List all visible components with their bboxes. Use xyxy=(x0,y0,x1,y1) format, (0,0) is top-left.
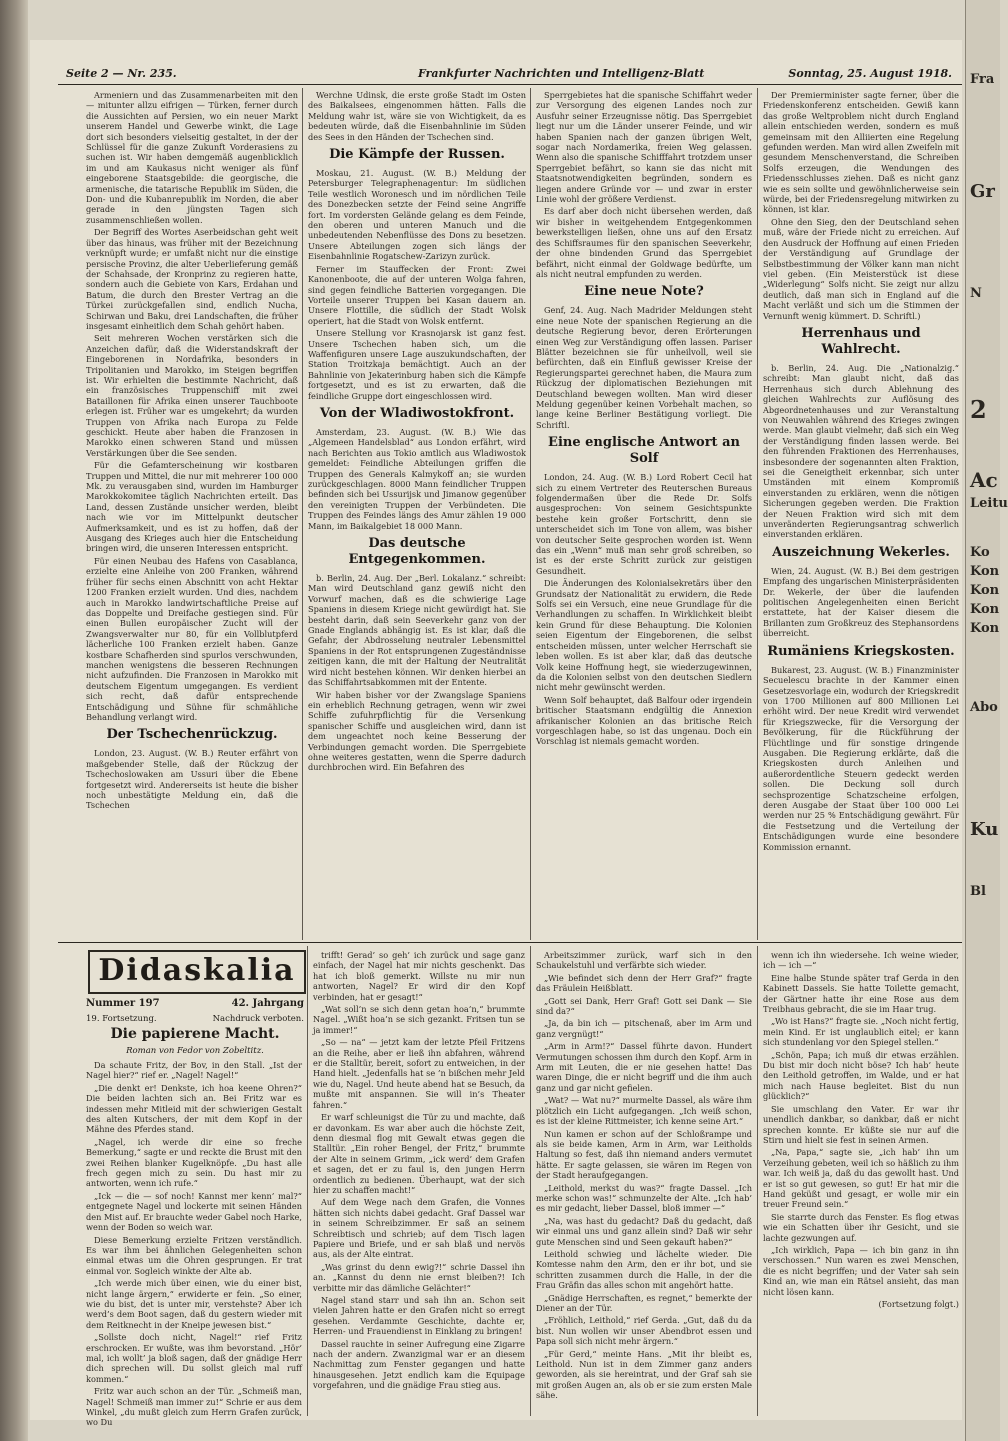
novel-paragraph: „Wie befindet sich denn der Herr Graf?“ fragte das Fräulein Heißblatt. xyxy=(536,972,752,994)
novel-paragraph: Sie umschlang den Vater. Er war ihr unendlich dankbar, so dankbar, daß er nicht sprechen konnte. Er küßte sie nur auf die Stirn und hielt sie fest in seinen Armen. xyxy=(763,1103,959,1145)
section-heading: Eine englische Antwort an Solf xyxy=(548,435,740,467)
article-paragraph: London, 24. Aug. (W. B.) Lord Robert Cecil hat sich zu einem Vertreter des Reuterschen Bureaus folgendermaßen über die Rede Dr. Solfs ausgesprochen: Von seinem Gesichtspunkte bestehe kein großer Fortschritt, denn sie unterscheidet sich im Tone von allem, was bisher von deutscher Seite gesprochen worden ist. Wenn das ein „Wenn“ muß man sehr groß schreiben, so ist es der erste Schritt zurück zur geistigen Gesundheit. xyxy=(536,472,752,576)
novel-paragraph: Dassel rauchte in seiner Aufregung eine Zigarre nach der andern. Zwanzigmal war er an diesem Nachmittag zum Fenster gegangen und hatte hinausgesehen. Jetzt endlich kam die Equipage vorgefahren, und die gnädige Frau stieg aus. xyxy=(313,1338,525,1391)
edge-letter: Abo xyxy=(970,700,998,715)
feuilleton-masthead xyxy=(88,950,306,994)
edge-letter: Fra xyxy=(970,72,995,87)
article-column-2 xyxy=(308,90,526,938)
issue-number: Nummer 197 xyxy=(86,998,160,1009)
novel-column-3 xyxy=(536,950,752,1416)
novel-paragraph: Leithold schwieg und lächelte wieder. Die Komtesse nahm den Arm, den er ihr bot, und sie schritten zusammen durch die Halle, in der die Frau Gräfin das alles schon mit angehört hatte. xyxy=(536,1248,752,1291)
novel-paragraph: „Arm in Arm!?“ Dassel führte davon. Hundert Vermutungen schossen ihm durch den Kopf. Arm in Arm mit Leuten, die er nie gesehen hatte! Das waren Dinge, die er nicht begriff und die ihm auch ganz und gar nicht gefielen. xyxy=(536,1041,752,1093)
article-paragraph: Wenn Solf behauptet, daß Balfour oder irgendein britischer Staatsmann endgültig die Annexion afrikanischer Kolonien an das britische Reich vorgeschlagen habe, so ist das ungenau. Doch ein Vorschlag ist niemals gemacht worden. xyxy=(536,694,752,747)
novel-column-1 xyxy=(86,1060,302,1428)
page-number: Seite 2 — Nr. 235. xyxy=(66,67,177,80)
article-column-4 xyxy=(763,90,959,938)
adjacent-page-letters xyxy=(966,0,1008,901)
novel-paragraph: „Fröhlich, Leithold,“ rief Gerda. „Gut, daß du da bist. Nun wollen wir unser Abendbrot essen und Papa soll sich nicht mehr ärgern.“ xyxy=(536,1315,752,1347)
reprint-notice: Nachdruck verboten. xyxy=(212,1014,304,1024)
section-heading: Das deutsche Entgegenkommen. xyxy=(348,536,486,568)
edge-letter: Kon xyxy=(970,583,1000,598)
article-paragraph: Moskau, 21. August. (W. B.) Meldung der Petersburger Telegraphenagentur: Im südlichen Teile westlich Woronesch und im nördlichen Teile des Donezbecken setzte der Feind seine Angriffe fort. Im vordersten Gelände gelang es dem Feinde, den oberen und unteren Manuch und die unbedeutenden Nebenflüsse des Dons zu besetzen. Unsere Abteilungen zogen sich längs der Eisenbahnlinie Rogatschew-Zarizyn zurück. xyxy=(308,168,526,262)
novel-paragraph: „Für Gerd,“ meinte Hans. „Mit ihr bleibt es, Leithold. Nun ist in dem Zimmer ganz anders geworden, als sie hereintrat, und der Graf sah sie mit großen Augen an, als ob er sie zum ersten Male sähe. xyxy=(536,1348,752,1401)
novel-paragraph: „Sollste doch nicht, Nagel!“ rief Fritz erschrocken. Er wußte, was ihm bevorstand. „Hör’ mal, ich wollt’ ja bloß sagen, daß der gnädige Herr dich sprechen will. Du sollst gleich mal ruff kommen.“ xyxy=(86,1332,302,1384)
novel-paragraph: „Nagel, ich werde dir eine so freche Bemerkung,“ sagte er und reckte die Brust mit den zwei Reihen blanker Kugelknöpfe. „Du hast alle frech gegen mich zu sein. Du hast mir zu antworten, wenn ich rufe.“ xyxy=(86,1136,302,1189)
column-rule xyxy=(307,946,308,1416)
article-paragraph: Unsere Stellung vor Krasnojarsk ist ganz fest. Unsere Tschechen haben sich, um die Waffenfiguren unsere Lage auszukundschaften, der Station Troitzkaja bemächtigt. Auch an der Bahnlinie von Jekaterinburg haben sich die Kämpfe fortgesetzt, und es ist zu erwarten, daß die feindliche Gruppe dort eingeschlossen wird. xyxy=(308,328,526,401)
novel-paragraph: Nun kamen er schon auf der Schloßrampe und als sie beide kamen, Arm in Arm, war Leitholds Haltung so fest, daß ihn niemand anders vermutet hätte. Er sagte gelassen, sie wären im Regen von der Stadt heraufgegangen. xyxy=(536,1128,752,1181)
novel-paragraph: Fritz war auch schon an der Tür. „Schmeiß man, Nagel! Schmeiß man immer zu!“ Schrie er aus dem Winkel, „du mußt gleich zum Herrn Grafen zurück, wo Du xyxy=(86,1386,302,1428)
novel-paragraph: „Ja, da bin ich — pitschenaß, aber im Arm und ganz vergnügt!“ xyxy=(536,1018,752,1039)
article-paragraph: Seit mehreren Wochen verstärken sich die Anzeichen dafür, daß die Widerstandskraft der Eingeborenen in Nordafrika, besonders in Tripolitanien und Marokko, im Steigen begriffen ist. Wir erhielten die bestimmte Nachricht, daß ein französisches Truppenschiff mit zwei Bataillonen für Afrika einen unserer Tauchboote erlegen ist. Früher war es umgekehrt; da wurden Truppen von Afrika nach Europa zu Felde geschickt. Heute aber haben die Franzosen in Marokko einen schweren Stand und müssen Verstärkungen über die See senden. xyxy=(86,333,298,458)
continuation-note: (Fortsetzung folgt.) xyxy=(878,1299,959,1309)
novel-paragraph: „Wo ist Hans?“ fragte sie. „Noch nicht fertig, mein Kind. Er ist unglaublich eitel; er kann sich stundenlang vor den Spiegel stellen.“ xyxy=(763,1016,959,1048)
article-paragraph: Der Begriff des Wortes Aserbeidschan geht weit über das hinaus, was früher mit der Bezeichnung verknüpft wurde; er umfaßt nicht nur die einstige persische Provinz, die alter Ueberlieferung gemäß der Schahsade, der Kronprinz zu regieren hatte, sondern auch die Gebiete von Kars, Erdahan und Batum, die durch den Brester Vertrag an die Türkei zurückgefallen sind, endlich Nucha, Schirwan und Baku, drei Landschaften, die früher insgesamt einheitlich dem Schah gehört haben. xyxy=(86,227,298,331)
adjacent-page-edge xyxy=(965,0,1008,1441)
section-heading: Rumäniens Kriegskosten. xyxy=(767,643,955,659)
article-paragraph: Werchne Udinsk, die erste große Stadt im Osten des Baikalsees, eingenommen hätten. Falls die Meldung wahr ist, wäre sie von Wichtigkeit, da es bedeuten würde, daß die Eisenbahnlinie im Süden des Sees in den Händen der Tschechen sind. xyxy=(308,90,526,142)
novel-paragraph: „Na, Papa,“ sagte sie, „ich hab’ ihn um Verzeihung gebeten, weil ich so häßlich zu ihm war. Ich weiß ja, daß du das gewollt hast. Und er ist so gut gewesen, so gut! Er hat mir die Hand geküßt und gesagt, er wolle mir ein treuer Freund sein.“ xyxy=(763,1147,959,1210)
edge-letter: Kon xyxy=(970,564,1000,579)
volume-number: 42. Jahrgang xyxy=(231,998,304,1009)
article-paragraph: London, 23. August. (W. B.) Reuter erfährt von maßgebender Stelle, daß der Rückzug der Tschechoslowaken am Ussuri über die Ebene fortgesetzt wird. Andererseits ist heute die bisher noch unbestätigte Meldung ein, daß die Tschechen xyxy=(86,748,298,811)
novel-paragraph: Da schaute Fritz, der Bov, in den Stall. „Ist der Nagel hier?“ rief er. „Nagel! Nagel!“ xyxy=(86,1060,302,1081)
issue-date: Sonntag, 25. August 1918. xyxy=(788,67,952,80)
edge-letter: Ac xyxy=(970,468,998,492)
article-paragraph: Es darf aber doch nicht übersehen werden, daß wir bisher in weitgehendem Entgegenkommen bewerkstelligen ließen, ohne uns auf den Ersatz des Schiffsraumes für den spanischen Seeverkehr, der ohne bindenden Grund das Sperrgebiet befährt, nicht einmal der Goldwage bedürfte, um als nicht neutral empfunden zu werden. xyxy=(536,206,752,279)
section-heading: Eine neue Note? xyxy=(584,284,704,300)
novel-paragraph: „Leithold, merkst du was?“ fragte Dassel. „Ich merke schon was!“ schmunzelte der Alte. „Ich hab’ es mir gedacht, lieber Dassel, bloß immer —“ xyxy=(536,1182,752,1214)
novel-paragraph: Sie starrte durch das Fenster. Es flog etwas wie ein Schatten über ihr Gesicht, und sie lachte gezwungen auf. xyxy=(763,1211,959,1243)
novel-author: Roman von Fedor von Zobeltitz. xyxy=(126,1046,264,1056)
novel-paragraph: wenn ich ihn wiedersehe. Ich weine wieder, ich — ich —“ xyxy=(763,950,959,971)
article-paragraph: Für die Gefamterscheinung wir kostbaren Truppen und Mittel, die nur mit mehrerer 100 000 Mk. zu verausgaben sind, wurden im Hamburger Marokkokomitee täglich Nachrichten erteilt. Das Land, dessen Zustände unsicher werden, bleibt nach wie vor im Mittelpunkt deutscher Aufmerksamkeit, und es ist zu hoffen, daß der Ausgang des Krieges auch hier die Entscheidung bringen wird, die unseren Interessen entspricht. xyxy=(86,460,298,554)
novel-paragraph: trifft! Gerad’ so geh’ ich zurück und sage ganz einfach, der Nagel hat mir nichts geschenkt. Das hat ich bloß gemerkt. Willste nu mir nun antworten, Nagel? Er wird dir den Kopf verbinden, hat er gesagt!“ xyxy=(313,950,525,1002)
edge-letter: Gr xyxy=(970,181,995,202)
article-paragraph: b. Berlin, 24. Aug. Die „Nationalzig.“ schreibt: Man glaubt nicht, daß das Herrenhaus sich durch Ablehnung des gleichen Wahlrechts zur Auflösung des Abgeordnetenhauses und zur Veranstaltung von Neuwahlen während des Krieges zwingen werde. Man glaubt vielmehr, daß sich ein Weg der Verständigung finden lassen werde. Bei den führenden Fraktionen des Herrenhauses, insbesondere der sogenannten alten Fraktion, sei die Geneigtheit erkennbar, sich unter Umständen mit einem Kompromiß einverstanden zu erklären, wenn die nötigen Sicherungen gegeben werden. Die Fraktion der Neuen Fraktion wird sich mit dem unveränderten Regierungsantrag schwerlich einverstanden erklären. xyxy=(763,362,959,540)
article-paragraph: Bukarest, 23. August. (W. B.) Finanzminister Secuelescu brachte in der Kammer einen Gesetzesvorlage ein, wodurch der Kriegskredit von 1700 Millionen auf 800 Millionen Lei erhöht wird. Der neue Kredit wird verwendet für Kriegszwecke, für die Versorgung der Bevölkerung, für die Rückführung der Flüchtlinge und für sonstige dringende Ausgaben. Die Regierung erklärte, daß die Kriegskosten durch Anleihen und außerordentliche Steuern gedeckt werden sollen. Die Deckung soll durch sechsprozentige Schatzscheine erfolgen, deren Ausgabe der Staat über 100 000 Lei werden nur 25 % Entschädigung gewährt. Für die Festsetzung und die Verteilung der Entschädigungen wurde eine besondere Kommission ernannt. xyxy=(763,664,959,852)
edge-letter: 2 xyxy=(970,395,987,424)
edge-letter: Bl xyxy=(970,884,986,899)
novel-paragraph: Nagel stand starr und sah ihn an. Schon seit vielen Jahren hatte er den Grafen nicht so erregt gesehen. Verdammte Geschichte, dachte er, Herren- und Frauendienst in Einklang zu bringen! xyxy=(313,1295,525,1337)
novel-paragraph: „Na, was hast du gedacht? Daß du gedacht, daß wir einmal uns und ganz allein sind? Daß wir sehr gute Menschen sind und Seen gekauft haben?“ xyxy=(536,1215,752,1247)
column-rule xyxy=(530,946,531,1416)
article-column-3 xyxy=(536,90,752,938)
running-head xyxy=(58,66,962,85)
edge-letter: Leitu xyxy=(970,496,1008,511)
novel-paragraph: „Schön, Papa; ich muß dir etwas erzählen. Du bist mir doch nicht böse? Ich hab’ heute den Leithold getroffen, im Walde, und er hat mich nach Hause begleitet. Bist du nun glücklich?“ xyxy=(763,1049,959,1102)
article-paragraph: Für einen Neubau des Hafens von Casablanca, erzielte eine Anleihe von 200 Franken, während früher für sechs einen Abschnitt von acht Hektar 1200 Franken erzielt wurden. Und dies, nachdem auch in Marokko landwirtschaftliche Preise auf das Doppelte und Dreifache gestiegen sind. Für einen Bullen europäischer Zucht will der Zwangsverwalter nur 80, für ein Vollblutpferd lächerliche 100 Franken erzielt haben. Ganze kostbare Schafherden sind spurlos verschwunden, manchen wenigstens die besseren Rechnungen nicht aufzufinden. Die Franzosen in Marokko mit deutschem Eigentum umgegangen. Es verdient sich recht, daß dafür entsprechende Entschädigung und Sühne für schmähliche Behandlung verlangt wird. xyxy=(86,555,298,722)
section-heading: Die Kämpfe der Russen. xyxy=(329,147,505,163)
section-heading: Von der Wladiwostokfront. xyxy=(319,405,515,421)
novel-column-2 xyxy=(313,950,525,1416)
section-heading: Auszeichnung Wekerles. xyxy=(772,544,950,560)
column-rule xyxy=(757,88,758,940)
edge-letter: Ko xyxy=(970,545,990,560)
section-heading: Der Tschechenrückzug. xyxy=(106,727,278,743)
novel-paragraph: Auf dem Wege nach dem Grafen, die Vonnes hätten sich nichts dabei gedacht. Graf Dassel war in seinem Schreibzimmer. Er saß an seinem Schreibtisch und schrieb; auf dem Tisch lagen Papiere und Briefe, und er sah blaß und nervös aus, als der Alte eintrat. xyxy=(313,1197,525,1260)
novel-title: Die papierene Macht. xyxy=(110,1026,280,1042)
novel-paragraph: Arbeitszimmer zurück, warf sich in den Schaukelstuhl und verfärbte sich wieder. xyxy=(536,950,752,971)
installment-number: 19. Fortsetzung. xyxy=(86,1014,157,1024)
novel-paragraph: „Gott sei Dank, Herr Graf! Gott sei Dank — Sie sind da?“ xyxy=(536,995,752,1017)
article-paragraph: Sperrgebietes hat die spanische Schiffahrt weder zur Versorgung des eigenen Landes noch zur Ausfuhr seiner Erzeugnisse nötig. Das Sperrgebiet liegt nur um die Länder unserer Feinde, und wir haben Spanien nach der ganzen übrigen Welt, sogar nach Nordamerika, freien Weg gelassen. Wenn also die spanische Schifffahrt trotzdem unser Sperrgebiet befährt, so kann sie das nicht mit Staatsnotwendigkeiten begründen, sondern es liegen andere Gründe vor — und zwar in erster Linie wohl der größere Verdienst. xyxy=(536,90,752,205)
novel-paragraph: „Was grinst du denn ewig?!“ schrie Dassel ihn an. „Kannst du denn nie ernst bleiben?! Ich verbitte mir das dämliche Gelächter!“ xyxy=(313,1261,525,1293)
novel-paragraph: „Wat? — Wat nu?“ murmelte Dassel, als wäre ihm plötzlich ein Licht aufgegangen. „Ich weiß schon, es ist der kleine Rittmeister, ich kenne seine Art.“ xyxy=(536,1095,752,1127)
novel-paragraph: Er warf schleunigst die Tür zu und machte, daß er davonkam. Es war aber auch die höchste Zeit, denn diesmal flog mit Gewalt etwas gegen die Stalltür. „Ein roher Bengel, der Fritz,“ brummte der Alte in seinem Grimm, „ick werd’ dem Grafen et sagen, det er zu faul is, den jungen Herrn ordentlich zu bedienen. Überhaupt, wat der sich hier zu schaffen macht!“ xyxy=(313,1112,525,1195)
novel-paragraph: „So — na“ — jetzt kam der letzte Pfeil Fritzens an die Reihe, aber er ließ ihn abfahren, während er die Stalltür, bereit, sofort zu entweichen, in der Hand hielt. „Jedenfalls hat se ’n bißchen mehr Jeld wie du, Nagel. Und heute abend hat se Besuch, da mußte mit anspannen. Sie will in’s Theater fahren.“ xyxy=(313,1037,525,1110)
article-paragraph: Wir haben bisher vor der Zwangslage Spaniens ein erheblich Rechnung getragen, wenn wir zwei Schiffe zufuhrpflichtig für die Versenkung spanischer Schiffe und ausgleichen wird, dann ist dem ungeachtet noch keine Besserung der Verbindungen gemacht worden. Die Sperrgebiete ohne weiteres gestatten, wenn die Sperre dadurch durchbrochen wird. Ein Befahren des xyxy=(308,689,526,773)
novel-paragraph: „Gnädige Herrschaften, es regnet,“ bemerkte der Diener an der Tür. xyxy=(536,1292,752,1313)
masthead-title: Didaskalia xyxy=(98,953,296,988)
column-rule xyxy=(302,88,303,940)
newspaper-name: Frankfurter Nachrichten und Intelligenz-Blatt xyxy=(418,67,705,80)
article-column-1 xyxy=(86,90,298,938)
article-paragraph: Wien, 24. August. (W. B.) Bei dem gestrigen Empfang des ungarischen Ministerpräsidenten Dr. Wekerle, der über die laufenden politischen Angelegenheiten einen Bericht erstattete, hat der Kaiser diesem die Brillanten zum Großkreuz des Stephansordens überreicht. xyxy=(763,565,959,639)
edge-letter: Kon xyxy=(970,602,1000,617)
novel-paragraph: „Ich wirklich, Papa — ich bin ganz in ihn verschossen.“ Nun waren es zwei Menschen, die es nicht begriffen; und der Vater sah sein Kind an, wie man ein Rätsel ansieht, das man nicht lösen kann. xyxy=(763,1244,959,1297)
novel-paragraph: „Ich werde mich über einen, wie du einer bist, nicht lange ärgern,“ erwiderte er fein. „So einer, wie du bist, det is unter mir, verstehste? Aber ich werd’s dem Boot sagen, daß du gestern wieder mit dem Reitknecht in der Kneipe jewesen bist.“ xyxy=(86,1278,302,1330)
novel-paragraph: Eine halbe Stunde später traf Gerda in den Kabinett Dassels. Sie hatte Toilette gemacht, der Gärtner hatte ihr eine Rose aus dem Treibhaus gebracht, die sie im Haar trug. xyxy=(763,972,959,1015)
novel-paragraph: „Wat soll’n se sich denn getan hoa’n,“ brummte Nagel. „Wißt hoa’n se sich gezankt. Fritsen tun se ja immer!“ xyxy=(313,1004,525,1035)
edge-letter: N xyxy=(970,286,982,301)
article-paragraph: Genf, 24. Aug. Nach Madrider Meldungen steht eine neue Note der spanischen Regierung an die deutsche Regierung bevor, deren Erörterungen einen Weg zur Verständigung offen lassen. Pariser Blätter bezeichnen sie für unheilvoll, weil sie befürchten, daß ein Einfluß gewisser Kreise der Regierungspartei gerechnet haben, die Maura zum Rückzug der diplomatischen Beziehungen mit Deutschland bewegen wollten. Man wird dieser Meldung gegenüber keinen Vorbehalt machen, so lange keine Berliner Bestätigung vorliegt. Die Schriftl. xyxy=(536,305,752,430)
article-paragraph: b. Berlin, 24. Aug. Der „Berl. Lokalanz.“ schreibt: Man wird Deutschland ganz gewiß nicht den Vorwurf machen, daß es die schwierige Lage Spaniens in diesem Kriege nicht gewürdigt hat. Sie besteht darin, daß sein Seeverkehr ganz von der Gnade Englands abhängig ist. Es ist klar, daß die Gefahr, der Abdrosselung neutraler Lebensmittel Spaniens in der Rot entsprungenen Zugeständnisse zeitigen kann, die mit der Haltung der Neutralität wird nicht bestehen können. Wir denken hierbei an das Schiffahrtsabkommen mit der Entente. xyxy=(308,573,526,688)
section-heading: Herrenhaus und Wahlrecht. xyxy=(801,325,921,357)
article-paragraph: Die Änderungen des Kolonialsekretärs über den Grundsatz der Nationalität zu erwidern, die Rede Solfs sei ein Versuch, eine neue Grundlage für die Verhandlungen zu schaffen. In Wirklichkeit bleibt kein Grund für diese Behauptung. Die Kolonien seien Eigentum der Eingeborenen, die selbst entscheiden müssen, unter welcher Herrschaft sie leben wollen. Es ist aber klar, daß das deutsche Volk keine Hoffnung hegt, sie wiederzugewinnen, da die Kolonien selbst von den deutschen Siedlern nicht mehr gewünscht werden. xyxy=(536,578,752,693)
article-paragraph: Armeniern und das Zusammenarbeiten mit den — mitunter allzu eifrigen — Türken, ferner durch die Aussichten auf Persien, wo ein neuer Markt unserem Handel und Gewerbe winkt, die Lage dort sich besonders vielseitig gestaltet, in der der Schlüssel für die ganze Zukunft Vorderasiens zu suchen ist. Wir haben demgemäß augenblicklich im und am Kaukasus nicht weniger als fünf eingeborene Staatsgebilde: die georgische, die armenische, die tatarische Republik im Süden, die Don- und die Kubanrepublik im Norden, die aber gerade in den jüngsten Tagen sich zusammenschließen wollen. xyxy=(86,90,298,225)
article-paragraph: Der Premierminister sagte ferner, über die Friedenskonferenz entscheiden. Gewiß kann das große Weltproblem nicht durch England allein entschieden werden, sondern es muß gemeinsam mit den Alliierten eine Regelung gefunden werden. Man wird allen Zweifeln mit gesundem Menschenverstand, die Schreiben Solfs erzeugen, die Wendungen des Friedensschlusses ziehen. Daß es nicht ganz wie es sein sollte und gewöhnlicherweise sein würde, bei der Friedensregelung mitwirken zu können, ist klar. xyxy=(763,90,959,215)
article-paragraph: Amsterdam, 23. August. (W. B.) Wie das „Algemeen Handelsblad“ aus London erfährt, wird nach Berichten aus Tokio amtlich aus Wladiwostok gemeldet: Feindliche Abteilungen griffen die Truppen des Generals Kalmykoff an; sie wurden zurückgeschlagen. 8000 Mann feindlicher Truppen befinden sich bei Ussurijsk und Jimanow gegenüber den vereinigten Truppen der Verbündeten. Die Truppen des Feindes längs des Amur zählen 19 000 Mann, im Baikalgebiet 18 000 Mann. xyxy=(308,426,526,531)
book-binding xyxy=(0,0,28,1441)
edge-letter: Ku xyxy=(970,819,999,840)
novel-paragraph: „Ick — die — sof noch! Kannst mer kenn’ mal?“ entgegnete Nagel und lockerte mit seinen Händen den Mist auf. Er brauchte weder Gabel noch Harke, wenn der Boden so weich war. xyxy=(86,1190,302,1233)
column-rule xyxy=(530,88,531,940)
article-paragraph: Ohne den Sieg, den der Deutschland sehen muß, wäre der Friede nicht zu erreichen. Auf den Ausdruck der Hoffnung auf einen Frieden der Verständigung auf Grundlage der Selbstbestimmung der Völker kann man nicht viel geben. (Ein Meisterstück ist diese „Widerlegung“ Solfs nicht. Sie zeigt nur allzu deutlich, daß man sich in England auf die Macht verläßt und sich um die Stimmen der Vernunft wenig kümmert. D. Schriftl.) xyxy=(763,216,959,321)
novel-column-4 xyxy=(763,950,959,1416)
article-paragraph: Ferner im Stauffecken der Front: Zwei Kanonenboote, die auf der unteren Wolga fahren, sind gegen feindliche Batterien vorgegangen. Die Vorteile unserer Truppen bei Kasan dauern an. Unsere Flottille, die südlich der Stadt Wolsk operiert, hat die Stadt von Wolsk entfernt. xyxy=(308,263,526,326)
novel-paragraph: Diese Bemerkung erzielte Fritzen verständlich. Es war ihm bei ähnlichen Gelegenheiten schon einmal etwas um die Ohren gesprungen. Er trat einmal vor. Sogleich winkte der Alte ab. xyxy=(86,1234,302,1276)
edge-letter: Kon xyxy=(970,621,1000,636)
novel-paragraph: „Die denkt er! Denkste, ich hoa keene Ohren?“ Die beiden lachten sich an. Bei Fritz war es indessen mehr Mitleid mit der schwierigen Gestalt des alten Kutschers, der mit dem Kopf in der Mähne des Pferdes stand. xyxy=(86,1082,302,1135)
feuilleton-divider xyxy=(58,942,962,943)
column-rule xyxy=(757,946,758,1416)
